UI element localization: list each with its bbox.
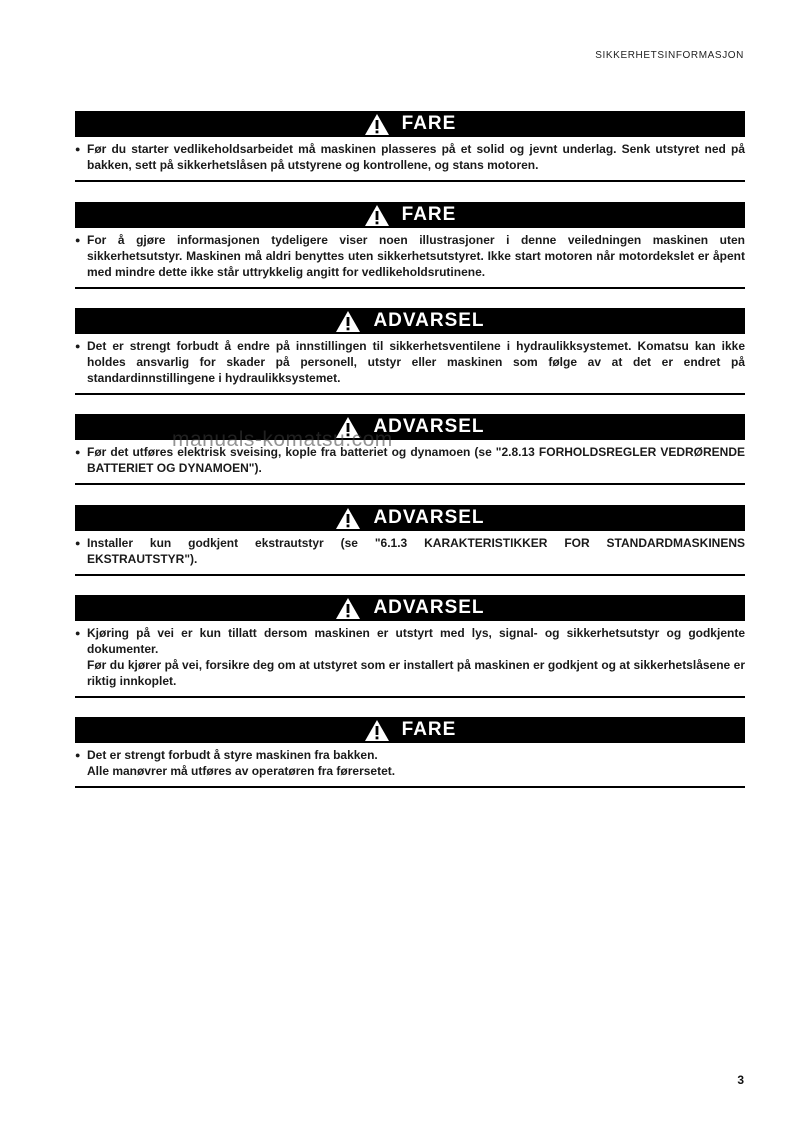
bullet-icon: ● [75, 235, 81, 245]
safety-block-advarsel-4 [75, 595, 745, 698]
list-item [75, 535, 745, 567]
warning-triangle-icon [364, 113, 390, 136]
signal-word: FARE [401, 113, 457, 134]
bullet-icon: ● [75, 628, 81, 638]
list-item [75, 338, 745, 386]
safety-block-fare-3 [75, 717, 745, 788]
signal-word: FARE [401, 204, 457, 225]
warning-triangle-icon [364, 719, 390, 742]
bullet-icon: ● [75, 341, 81, 351]
page-number: 3 [737, 1073, 744, 1087]
paragraph: Det er strengt forbudt å styre maskinen fra bakken. [87, 748, 378, 762]
warning-triangle-icon [335, 310, 361, 333]
watermark: manuals-komatsu.com [172, 428, 393, 451]
safety-block-fare-1 [75, 111, 745, 182]
paragraph: Før det utføres elektrisk sveising, kople fra batteriet og dynamoen (se "2.8.13 FORHOLDSREGLER VEDRØRENDE BATTERIET OG DYNAMOEN"). [87, 445, 745, 475]
signal-bar [75, 505, 745, 531]
signal-word: ADVARSEL [373, 310, 485, 331]
list-item [75, 232, 745, 280]
signal-bar [75, 717, 745, 743]
signal-bar [75, 308, 745, 334]
bullet-icon: ● [75, 144, 81, 154]
signal-word: ADVARSEL [373, 597, 485, 618]
safety-block-advarsel-3 [75, 505, 745, 576]
bullet-icon: ● [75, 538, 81, 548]
signal-bar [75, 595, 745, 621]
signal-bar [75, 111, 745, 137]
paragraph: For å gjøre informasjonen tydeligere viser noen illustrasjoner i denne veiledningen maskinen uten sikkerhetsutstyr. Maskinen må aldri benyttes uten sikkerhetsutstyret. Ikke start motoren når motordekslet er åpent med mindre dette ikke står uttrykkelig angitt for vedlikeholdsrutinene. [87, 233, 745, 279]
bullet-icon: ● [75, 750, 81, 760]
list-item [75, 747, 745, 779]
warning-triangle-icon [335, 507, 361, 530]
list-item [75, 141, 745, 173]
signal-bar [75, 202, 745, 228]
paragraph: Kjøring på vei er kun tillatt dersom maskinen er utstyrt med lys, signal- og sikkerhetsutstyr og godkjente dokumenter. [87, 626, 745, 656]
signal-word: FARE [401, 719, 457, 740]
running-head: SIKKERHETSINFORMASJON [595, 50, 744, 61]
warning-triangle-icon [364, 204, 390, 227]
signal-word: ADVARSEL [373, 507, 485, 528]
paragraph: Før du kjører på vei, forsikre deg om at utstyret som er installert på maskinen er godkjent og at sikkerhetslåsene er riktig innkoplet. [87, 658, 745, 688]
signal-word: ADVARSEL [373, 416, 485, 437]
paragraph: Det er strengt forbudt å endre på innstillingen til sikkerhetsventilene i hydraulikksystemet. Komatsu kan ikke holdes ansvarlig for skader på personell, utstyr eller maskinen som følge av at det er endret på standardinnstillingene i hydraulikksystemet. [87, 339, 745, 385]
paragraph: Før du starter vedlikeholdsarbeidet må maskinen plasseres på et solid og jevnt underlag. Senk utstyret ned på bakken, sett på sikkerhetslåsen på utstyrene og kontrollene, og stans motoren. [87, 142, 745, 172]
warning-triangle-icon [335, 597, 361, 620]
safety-block-advarsel-1 [75, 308, 745, 395]
paragraph: Alle manøvrer må utføres av operatøren fra førersetet. [87, 764, 396, 778]
bullet-icon: ● [75, 447, 81, 457]
paragraph: Installer kun godkjent ekstrautstyr (se "6.1.3 KARAKTERISTIKKER FOR STANDARDMASKINENS EKSTRAUTSTYR"). [87, 536, 745, 566]
safety-block-fare-2 [75, 202, 745, 289]
list-item [75, 625, 745, 689]
